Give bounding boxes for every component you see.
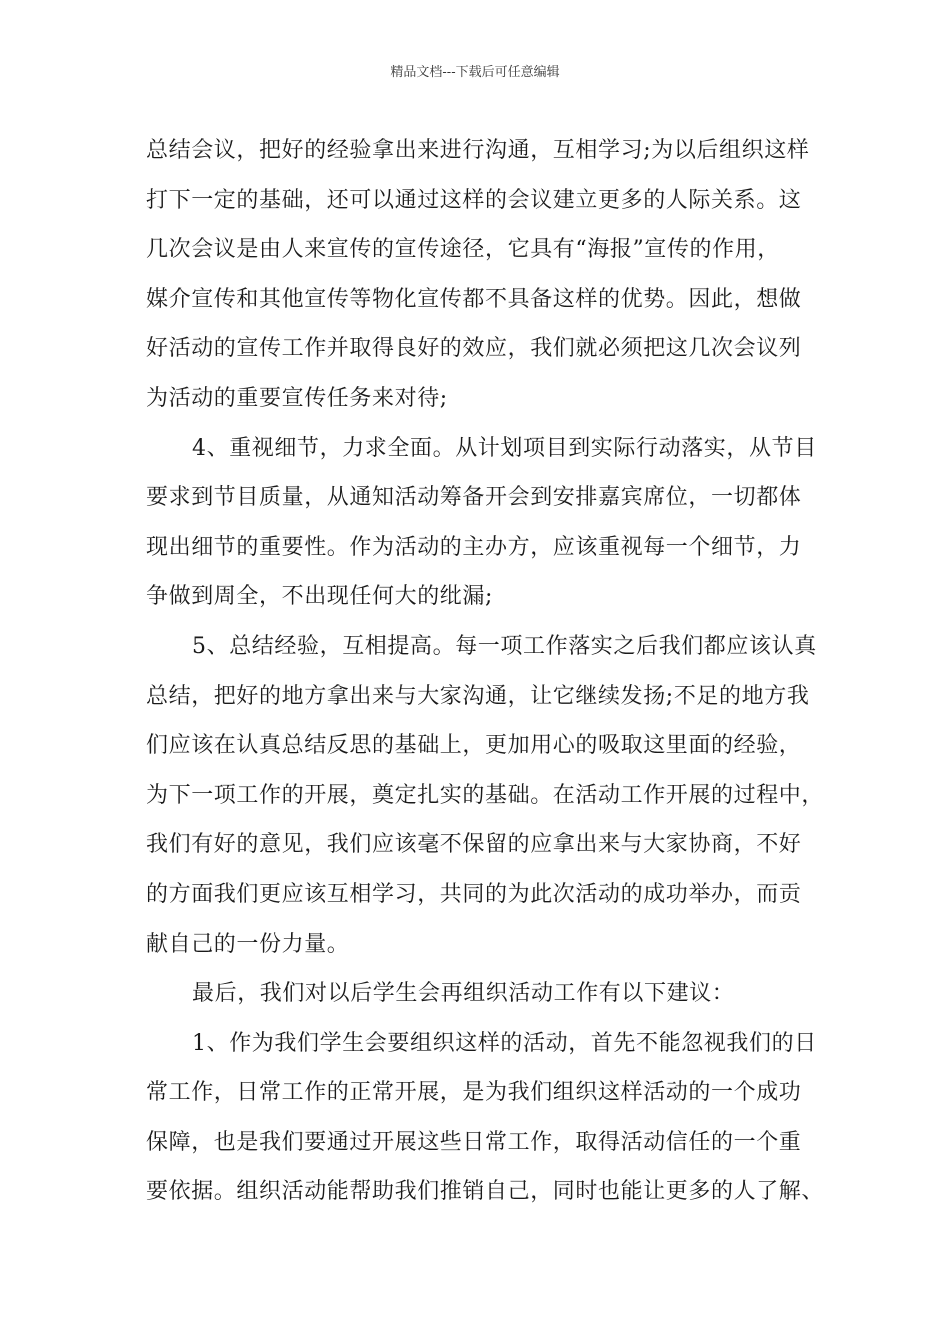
- text-line: 现出细节的重要性。作为活动的主办方，应该重视每一个细节，力: [146, 534, 802, 560]
- text-line: 保障，也是我们要通过开展这些日常工作，取得活动信任的一个重: [146, 1129, 802, 1155]
- text-line: 总结会议，把好的经验拿出来进行沟通，互相学习;为以后组织这样: [146, 138, 810, 163]
- text-line: 好活动的宣传工作并取得良好的效应，我们就必须把这几次会议列: [146, 336, 802, 362]
- text-line: 媒介宣传和其他宣传等物化宣传都不具备这样的优势。因此，想做: [146, 286, 802, 312]
- paragraph-first-line: 5、总结经验，互相提高。每一项工作落实之后我们都应该认真: [192, 633, 817, 659]
- paragraph-first-line: 1、作为我们学生会要组织这样的活动，首先不能忽视我们的日: [192, 1030, 817, 1056]
- text-line: 总结，把好的地方拿出来与大家沟通，让它继续发扬;不足的地方我: [146, 683, 810, 709]
- text-line: 要依据。组织活动能帮助我们推销自己，同时也能让更多的人了解、: [146, 1179, 825, 1205]
- text-line: 常工作，日常工作的正常开展，是为我们组织这样活动的一个成功: [146, 1080, 802, 1106]
- text-line: 献自己的一份力量。: [146, 931, 350, 957]
- document-body: [146, 132, 826, 1223]
- text-line: 为活动的重要宣传任务来对待;: [146, 385, 448, 411]
- text-line: 打下一定的基础，还可以通过这样的会议建立更多的人际关系。这: [146, 187, 802, 213]
- text-line: 们应该在认真总结反思的基础上，更加用心的吸取这里面的经验，: [146, 733, 802, 759]
- text-line: 我们有好的意见，我们应该毫不保留的应拿出来与大家协商，不好: [146, 832, 802, 858]
- text-line: 争做到周全，不出现任何大的纰漏;: [146, 584, 494, 610]
- paragraph-first-line: 最后，我们对以后学生会再组织活动工作有以下建议：: [192, 981, 735, 1007]
- text-line: 几次会议是由人来宣传的宣传途径，它具有“海报”宣传的作用，: [146, 237, 780, 263]
- paragraph-first-line: 4、重视细节，力求全面。从计划项目到实际行动落实，从节目: [192, 435, 817, 461]
- text-line: 要求到节目质量，从通知活动筹备开会到安排嘉宾席位，一切都体: [146, 485, 802, 511]
- text-line: 的方面我们更应该互相学习，共同的为此次活动的成功举办，而贡: [146, 881, 802, 907]
- page-header: 精品文档---下载后可任意编辑: [390, 65, 560, 80]
- text-line: 为下一项工作的开展，奠定扎实的基础。在活动工作开展的过程中，: [146, 782, 825, 808]
